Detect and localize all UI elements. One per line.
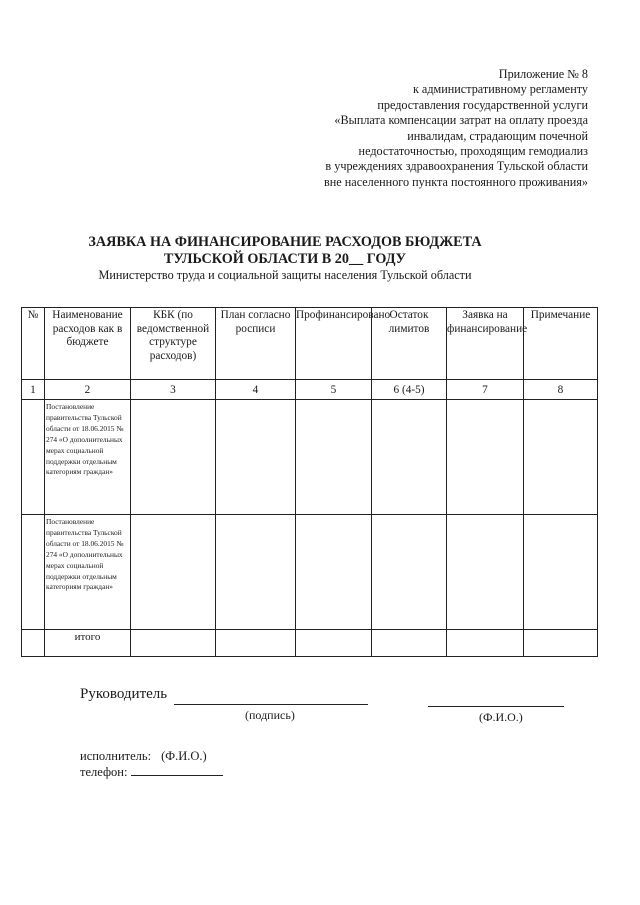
header-kbk: КБК (по ведомственной структуре расходов): [131, 308, 216, 380]
column-number: 1: [22, 380, 45, 400]
appendix-line: «Выплата компенсации затрат на оплату проезда: [334, 113, 588, 128]
header-financing-request: Заявка на финансирование: [447, 308, 524, 380]
cell-limits-remaining[interactable]: [372, 630, 447, 657]
executor-block: [80, 748, 223, 780]
header-plan: План согласно росписи: [216, 308, 296, 380]
executor-label: исполнитель:: [80, 749, 152, 763]
cell-expense-name: Постановление правительства Тульской области от 18.06.2015 № 274 «О дополнительных мерах социальной поддержки отдельным категориям граждан»: [45, 400, 131, 515]
header-row: [22, 308, 598, 380]
table-row: [22, 400, 598, 515]
column-number: 2: [45, 380, 131, 400]
signature-line[interactable]: [174, 704, 368, 705]
header-expense-name: Наименование расходов как в бюджете: [45, 308, 131, 380]
total-label: итого: [45, 630, 131, 657]
column-number-row: [22, 380, 598, 400]
appendix-line: инвалидам, страдающим почечной: [407, 128, 588, 143]
cell-note[interactable]: [524, 515, 598, 630]
document-title: [70, 234, 500, 268]
cell-kbk[interactable]: [131, 515, 216, 630]
column-number: 5: [296, 380, 372, 400]
cell-financed[interactable]: [296, 515, 372, 630]
cell-note[interactable]: [524, 400, 598, 515]
appendix-block: [228, 67, 588, 190]
name-caption: (Ф.И.О.): [479, 710, 523, 724]
request-table: [21, 307, 598, 657]
table-row: [22, 515, 598, 630]
appendix-line: к административному регламенту: [412, 82, 588, 97]
cell-number[interactable]: [22, 630, 45, 657]
column-number: 3: [131, 380, 216, 400]
cell-financed[interactable]: [296, 400, 372, 515]
header-note: Примечание: [524, 308, 598, 380]
cell-financing-request[interactable]: [447, 400, 524, 515]
ministry-name: Министерство труда и социальной защиты населения Тульской области: [98, 268, 472, 282]
name-line[interactable]: [428, 706, 564, 707]
cell-number[interactable]: [22, 515, 45, 630]
appendix-line: вне населенного пункта постоянного проживания»: [324, 174, 588, 189]
phone-field[interactable]: [131, 765, 223, 776]
cell-financed[interactable]: [296, 630, 372, 657]
total-row: [22, 630, 598, 657]
signature-caption: (подпись): [245, 708, 295, 722]
cell-expense-name: Постановление правительства Тульской области от 18.06.2015 № 274 «О дополнительных мерах социальной поддержки отдельным категориям граждан»: [45, 515, 131, 630]
cell-plan[interactable]: [216, 630, 296, 657]
executor-name: (Ф.И.О.): [161, 749, 207, 763]
appendix-line: предоставления государственной услуги: [377, 97, 588, 112]
appendix-line: Приложение № 8: [498, 67, 588, 81]
title-line-2: ТУЛЬСКОЙ ОБЛАСТИ В 20__ ГОДУ: [163, 251, 407, 267]
cell-kbk[interactable]: [131, 630, 216, 657]
head-label: Руководитель: [80, 686, 168, 702]
cell-plan[interactable]: [216, 400, 296, 515]
cell-kbk[interactable]: [131, 400, 216, 515]
cell-limits-remaining[interactable]: [372, 400, 447, 515]
header-financed: Профинансировано: [296, 308, 372, 380]
appendix-line: недостаточностью, проходящим гемодиализ: [358, 144, 588, 159]
cell-number[interactable]: [22, 400, 45, 515]
title-line-1: ЗАЯВКА НА ФИНАНСИРОВАНИЕ РАСХОДОВ БЮДЖЕТА: [88, 234, 482, 250]
phone-label: телефон:: [80, 765, 128, 779]
column-number: 4: [216, 380, 296, 400]
cell-limits-remaining[interactable]: [372, 515, 447, 630]
cell-plan[interactable]: [216, 515, 296, 630]
cell-note[interactable]: [524, 630, 598, 657]
cell-financing-request[interactable]: [447, 515, 524, 630]
header-number: №: [22, 308, 45, 380]
column-number: 8: [524, 380, 598, 400]
appendix-line: в учреждениях здравоохранения Тульской области: [325, 159, 588, 174]
column-number: 7: [447, 380, 524, 400]
cell-financing-request[interactable]: [447, 630, 524, 657]
header-limits-remaining: Остаток лимитов: [372, 308, 447, 380]
column-number: 6 (4-5): [372, 380, 447, 400]
